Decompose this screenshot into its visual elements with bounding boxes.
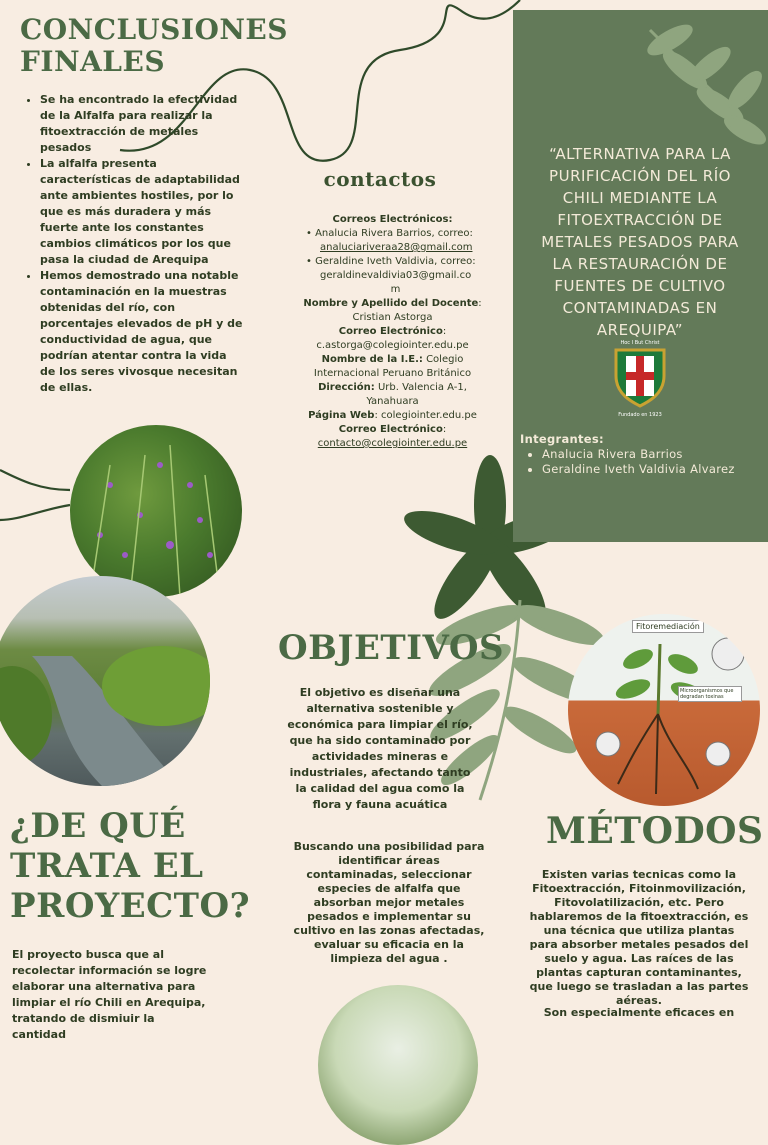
shield-icon	[608, 346, 672, 408]
river-shapes	[0, 576, 210, 786]
proyecto-title	[10, 806, 250, 926]
river-photo	[0, 576, 210, 786]
school-crest	[608, 340, 672, 426]
panel-title	[520, 143, 760, 341]
correo-label-row: Correo Electrónico:	[338, 424, 447, 435]
panel-title-line: PURIFICACIÓN DEL RÍO	[549, 167, 731, 185]
integrantes-block	[520, 432, 735, 477]
contact-email-1[interactable]	[306, 241, 485, 255]
list-item: • Se ha encontrado la efectividad de la Alfalfa para realizar la fitoextracción de metales pesados	[40, 92, 245, 156]
panel-title-line: AREQUIPA”	[596, 321, 684, 339]
list-item: • Hemos demostrado una notable contaminación en la muestras obtenidas del río, con porcentajes elevados de pH y de conductividad de agua, que podrían atentar contra la vida de los seres vivosque necesitan de ellas.	[40, 268, 245, 396]
objetivos-title: OBJETIVOS	[278, 628, 505, 668]
docente-email[interactable]: c.astorga@colegiointer.edu.pe	[316, 340, 469, 351]
ie-name-2: Internacional Peruano Británico	[313, 368, 472, 379]
emails-label: Correos Electrónicos:	[332, 214, 453, 225]
flower-dots	[70, 425, 242, 597]
contact-text: Geraldine Iveth Valdivia, correo:	[315, 256, 476, 267]
email-link[interactable]: analuciariveraa28@gmail.com	[320, 242, 473, 253]
web-label: Página Web	[308, 410, 375, 421]
conclusiones-title-line: CONCLUSIONES	[20, 13, 288, 46]
member-item: • Analucia Rivera Barrios	[542, 447, 735, 462]
proyecto-title-line: PROYECTO?	[10, 886, 251, 926]
crest-founded: Fundado en 1923	[618, 412, 662, 418]
ie-row	[300, 353, 485, 367]
ie-label: Nombre de la I.E.:	[321, 354, 423, 365]
direccion-row	[300, 381, 485, 395]
web-row: Página Web: colegiointer.edu.pe	[308, 410, 477, 421]
plant-illustration	[568, 614, 760, 806]
metodos-text: Existen varias tecnicas como la Fitoextracción, Fitoinmovilización, Fitovolatilización, etc. Pero hablaremos de la fitoextracción, es una técnica que utiliza plantas para absorber metales pesados del suelo y agua. Las raíces de las plantas capturan contaminantes, que luego se trasladan a las partes aéreas.	[529, 868, 749, 1007]
phyto-diagram	[568, 614, 760, 806]
direccion-value: Urb. Valencia A-1,	[377, 382, 467, 393]
conclusiones-list	[20, 92, 245, 396]
panel-title-line: CONTAMINADAS EN	[562, 299, 718, 317]
correo-value[interactable]	[300, 437, 485, 451]
email-link[interactable]: geraldinevaldivia03@gmail.co	[320, 270, 472, 281]
panel-title-line: “ALTERNATIVA PARA LA	[549, 145, 731, 163]
diagram-title: Fitoremediación	[632, 620, 704, 633]
docente-email-label-row: Correo Electrónico:	[338, 326, 447, 337]
diagram-label: Microorganismos que degradan toxinas	[678, 686, 742, 702]
proyecto-text: El proyecto busca que al recolectar información se logre elaborar una alternativa para limpiar el río Chili en Arequipa, tratando de dismiuir la cantidad	[12, 948, 207, 1041]
web-link[interactable]: colegiointer.edu.pe	[381, 410, 477, 421]
contact-email-2[interactable]	[306, 269, 485, 283]
member-item: • Geraldine Iveth Valdivia Alvarez	[542, 462, 735, 477]
contact-person-2: • Geraldine Iveth Valdivia, correo:	[306, 256, 476, 267]
panel-leaf-decoration	[630, 10, 768, 150]
correo-label: Correo Electrónico	[338, 424, 443, 435]
list-item: • La alfalfa presenta características de adaptabilidad ante ambientes hostiles, por lo que es más duradera y más fuerte ante los constantes cambios climáticos por los que pasa la ciudad de Arequipa	[40, 156, 245, 268]
panel-title-line: FUENTES DE CULTIVO	[554, 277, 726, 295]
docente-email-label: Correo Electrónico	[338, 326, 443, 337]
crest-motto: Hoc I But Christ	[620, 340, 660, 346]
email-link[interactable]: contacto@colegiointer.edu.pe	[317, 438, 468, 449]
docente-name: Cristian Astorga	[352, 312, 433, 323]
objetivos-para1: El objetivo es diseñar una alternativa sostenible y económica para limpiar el río, que ha sido contaminado por actividades mineras e industriales, afectando tanto la calidad del agua como la flora y fauna acuática	[287, 686, 473, 811]
conclusiones-title	[20, 14, 288, 78]
direccion-2: Yanahuara	[366, 396, 419, 407]
metodos-title: MÉTODOS	[546, 810, 764, 852]
contactos-title: contactos	[323, 167, 437, 191]
flower-photo	[70, 425, 242, 597]
proyecto-title-line: TRATA EL	[10, 846, 204, 886]
panel-title-line: METALES PESADOS PARA	[541, 233, 739, 251]
ie-name: Colegio	[426, 354, 464, 365]
metodos-text-2: Son especialmente eficaces en	[543, 1006, 735, 1019]
email-tail: m	[390, 284, 401, 295]
docente-label-row: Nombre y Apellido del Docente:	[303, 298, 482, 309]
contact-person-1: • Analucia Rivera Barrios, correo:	[306, 228, 473, 239]
objetivos-para2: Buscando una posibilidad para identificar áreas contaminadas, seleccionar especies de alfalfa que absorban mejor metales pesados e implementar su cultivo en las zonas afectadas, evaluar su eficacia en la limpieza del agua .	[293, 840, 485, 965]
panel-title-line: FITOEXTRACCIÓN DE	[557, 211, 723, 229]
panel-title-line: CHILI MEDIANTE LA	[562, 189, 718, 207]
contactos-block	[300, 213, 485, 451]
panel-title-line: LA RESTAURACIÓN DE	[552, 255, 728, 273]
proyecto-title-line: ¿DE QUÉ	[10, 806, 186, 846]
integrantes-label: Integrantes:	[520, 432, 604, 446]
direccion-label: Dirección:	[318, 382, 375, 393]
decorative-curve-left	[0, 470, 70, 520]
docente-label: Nombre y Apellido del Docente	[303, 298, 479, 309]
conclusiones-title-line: FINALES	[20, 45, 166, 78]
contact-text: Analucia Rivera Barrios, correo:	[315, 228, 473, 239]
bottom-photo	[318, 985, 478, 1145]
